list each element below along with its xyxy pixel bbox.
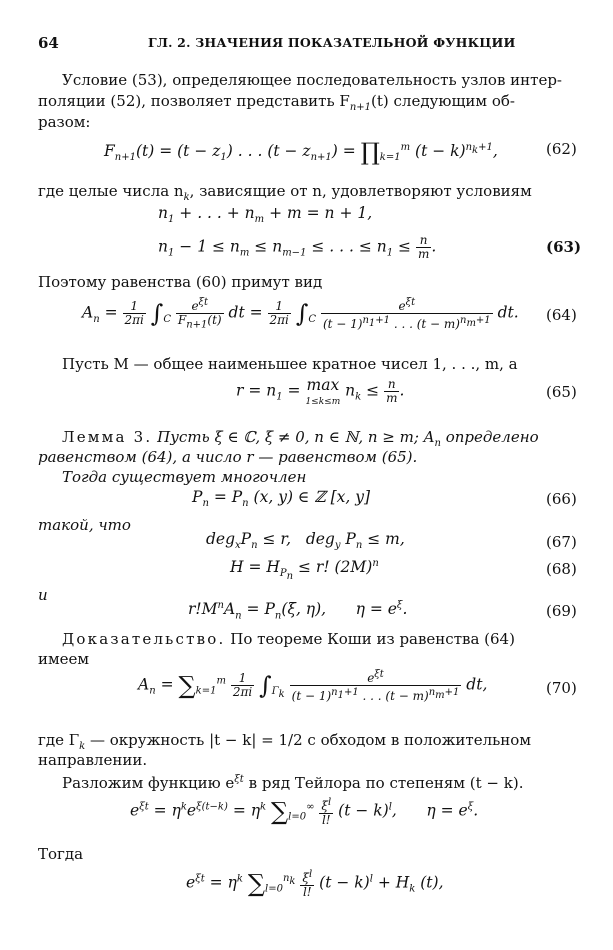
equation-tag: (70) xyxy=(546,679,577,697)
equation-tag: (64) xyxy=(546,306,577,324)
equation-65: $r = n_1 = \max$ 1≤k≤m $n_k$ ≤ $\frac{n}{m}$ . xyxy=(236,376,405,407)
equation-tag: (62) xyxy=(546,140,577,158)
paragraph-line: и xyxy=(38,586,48,604)
equation-tag: (67) xyxy=(546,533,577,551)
paragraph-line: где целые числа $n_k$, зависящие от n, удовлетворяют условиям xyxy=(38,182,532,203)
proof-line: имеем xyxy=(38,650,90,668)
equation-67: $deg_xP_n \le r$, deg$_y$ $P_n \le m$, xyxy=(206,530,405,552)
equation-62: $F_{n+1}(t) = (t - z_1)$ . . . $(t - z_{n+1})$ = $\prod_{k=1}^m$ $(t - k)^{n_k+1}$, xyxy=(104,138,498,166)
page-number: 64 xyxy=(38,34,59,52)
paragraph-line: Пусть M — общее наименьшее кратное чисел 1, . . ., m, а xyxy=(62,355,518,373)
proof-line: Доказательство. По теореме Коши из равенства (64) xyxy=(62,630,515,648)
equation-tag: (65) xyxy=(546,383,577,401)
equation-68: $H = H_{P_n} \le r$! $(2M)^n$ xyxy=(230,558,379,583)
running-title: ГЛ. 2. ЗНАЧЕНИЯ ПОКАЗАТЕЛЬНОЙ ФУНКЦИИ xyxy=(148,35,516,50)
equation-63-b: $n_1 - 1 \le n_m \le n_{m-1}$ ≤ . . . ≤ $n_1$ ≤ $\frac{n}{m}$ . xyxy=(158,233,437,261)
paragraph-line: Поэтому равенства (60) примут вид xyxy=(38,273,323,291)
equation-final: $e^{\xi t} = \eta^k$ $\sum_{l=0}^{n_k}$ $\frac{\xi^l}{l!}$ $(t - k)^l + H_k$ (t), xyxy=(186,869,444,899)
equation-66: $P_n = P_n$ (x, y) ∈ ℤ [x, y] xyxy=(192,488,371,510)
equation-tag: (69) xyxy=(546,602,577,620)
paragraph-line: Тогда xyxy=(38,845,84,863)
paragraph-line: разом: xyxy=(38,113,91,131)
equation-taylor: $e^{\xi t} = \eta^ke^{\xi(t-k)} = \eta^k$ $\sum_{l=0}^\infty$ $\frac{\xi^l}{l!}$ $(t - k)^l$, $\eta = e^\xi$. xyxy=(130,797,479,827)
lemma-line: равенством (64), а число r — равенством (65). xyxy=(38,448,418,466)
equation-64: $A_n$ = $\frac{1}{2\pi i}$ $\int_C$ $\frac{e^{\xi t}}{F_{n+1}(t)}$ dt = $\frac{1}{2\pi i}$ $\int_C$ $\frac{e^{\xi t}}{(t - 1)^{n_1+1} . . . (t - m)^{n_m+1}}$ dt. xyxy=(82,297,519,332)
paragraph-line: где $\Gamma_k$ — окружность |t − k| = 1/2 с обходом в положительном xyxy=(38,731,531,752)
lemma-line: Тогда существует многочлен xyxy=(62,468,307,486)
equation-70: $A_n = \sum_{k=1}^m$ $\frac{1}{2\pi i}$ $\int_{\Gamma_k}$ $\frac{e^{\xi t}}{(t - 1)^{n_1+1} . . . (t - m)^{n_m+1}}$ dt, xyxy=(138,669,488,703)
lemma-line: Лемма 3. Пусть ξ ∈ ℂ, ξ ≠ 0, n ∈ ℕ, n ≥ m; $A_n$ определено xyxy=(62,428,539,449)
paragraph-line: направлении. xyxy=(38,751,148,769)
equation-tag: (68) xyxy=(546,560,577,578)
paragraph-line: такой, что xyxy=(38,516,131,534)
equation-69: $r!M^nA_n = P_n(\xi$, η), $\eta = e^\xi$. xyxy=(188,600,408,622)
equation-63-a: $n_1$ + . . . + $n_m + m = n + 1$, xyxy=(158,204,373,226)
paragraph-line: поляции (52), позволяет представить $F_{n+1}(t)$ следующим об- xyxy=(38,92,515,113)
equation-tag: (66) xyxy=(546,490,577,508)
paragraph-line: Условие (53), определяющее последовательность узлов интер- xyxy=(62,71,562,89)
equation-tag: (63) xyxy=(546,238,582,256)
paragraph-line: Разложим функцию $e^{\xi t}$ в ряд Тейлора по степеням (t − k). xyxy=(62,774,524,792)
